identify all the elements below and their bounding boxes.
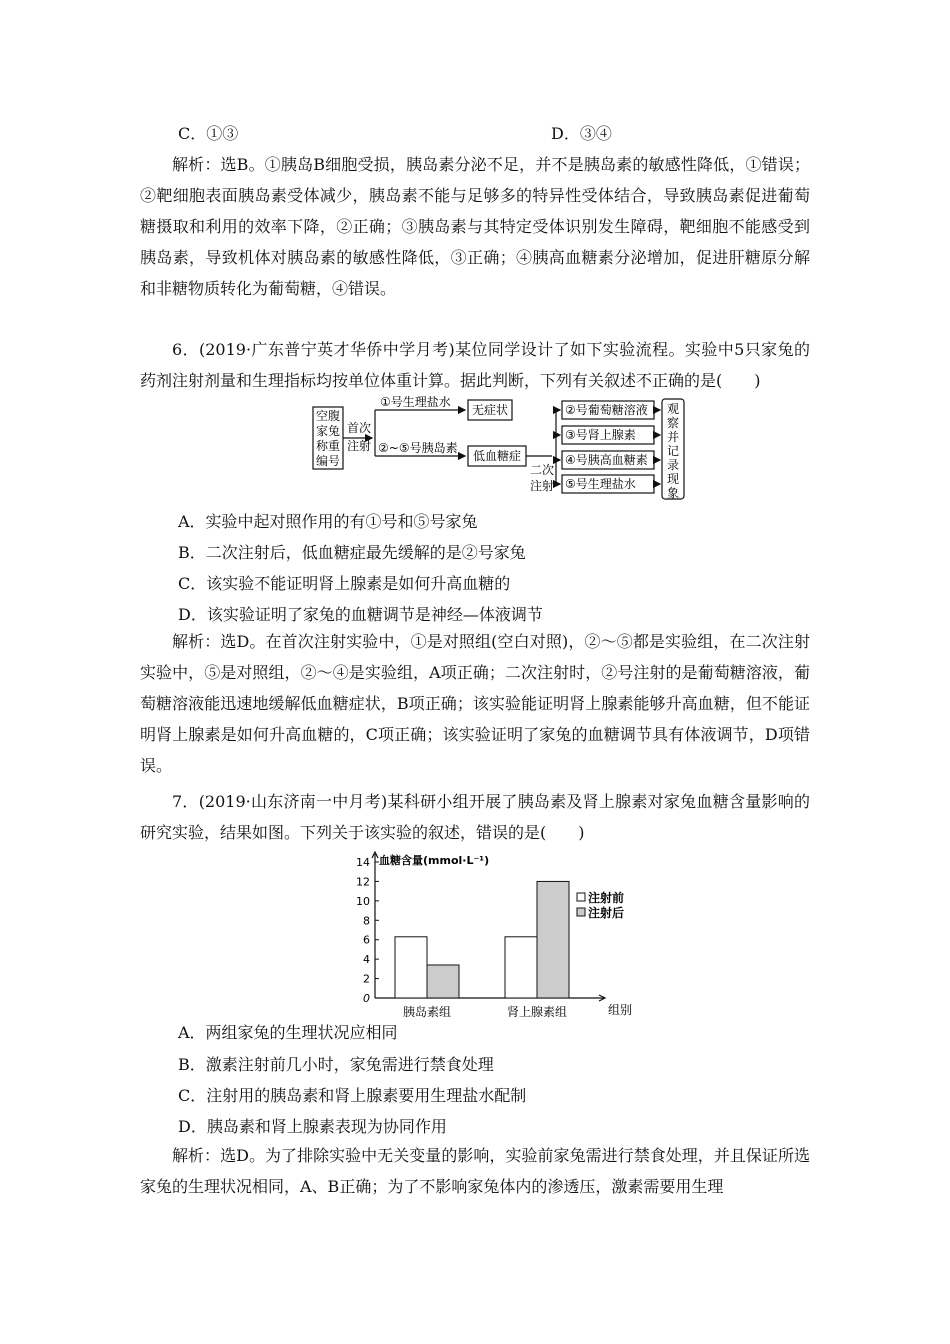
q6-stem: 6．(2019·广东普宁英才华侨中学月考)某位同学设计了如下实验流程。实验中5只家兔的药剂注射剂量和生理指标均按单位体重计算。据此判断，下列有关叙述不正确的是( ) — [140, 340, 810, 390]
diagram-second-injection-1: 二次 — [530, 463, 555, 477]
diagram-start-3: 称重 — [315, 439, 341, 453]
diagram-second-item-1: ②号葡萄糖溶液 — [565, 403, 648, 417]
q6-option-d: D．该实验证明了家兔的血糖调节是神经—体液调节 — [178, 605, 543, 624]
bar-2-2 — [537, 881, 569, 998]
category-label: 肾上腺素组 — [506, 1005, 568, 1019]
q7-option-d: D．胰岛素和肾上腺素表现为协同作用 — [178, 1117, 447, 1136]
diagram-start-4: 编号 — [315, 454, 341, 468]
y-tick-label: 12 — [356, 875, 370, 889]
y-tick-label: 0 — [363, 992, 370, 1005]
q7-option-a: A．两组家兔的生理状况应相同 — [178, 1023, 398, 1042]
x-axis-label: 组别 — [608, 1003, 633, 1017]
q7-option-c: C．注射用的胰岛素和肾上腺素要用生理盐水配制 — [178, 1086, 527, 1105]
diagram-observe-4: 记 — [666, 444, 680, 458]
diagram-observe-5: 录 — [666, 458, 680, 472]
y-tick-label: 4 — [363, 953, 370, 967]
y-axis-label: 血糖含量(mmol·L⁻¹) — [379, 854, 490, 867]
y-tick-label: 6 — [363, 933, 370, 947]
y-tick-label: 14 — [356, 856, 370, 869]
diagram-second-item-2: ③号肾上腺素 — [565, 428, 636, 442]
q6-flow-diagram — [300, 396, 690, 502]
diagram-branch2-result: 低血糖症 — [472, 449, 522, 463]
q5-analysis: 解析：选B。①胰岛B细胞受损，胰岛素分泌不足，并不是胰岛素的敏感性降低，①错误；②靶细胞表面胰岛素受体减少，胰岛素不能与足够多的特异性受体结合，导致胰岛素促进葡萄糖摄取和利用的效率下降，②正确；③胰岛素与其特定受体识别发生障碍，靶细胞不能感受到胰岛素，导致机体对胰岛素的敏感性降低，③正确；④胰高血糖素分泌增加，促进肝糖原分解和非糖物质转化为葡萄糖，④错误。 — [140, 155, 810, 298]
diagram-observe-7: 象 — [666, 486, 680, 500]
q7-option-b: B．激素注射前几小时，家兔需进行禁食处理 — [178, 1055, 494, 1074]
y-tick-label: 8 — [363, 914, 370, 928]
category-label: 胰岛素组 — [402, 1005, 452, 1019]
diagram-observe-1: 观 — [666, 402, 680, 416]
diagram-observe-3: 并 — [666, 430, 680, 444]
diagram-second-item-4: ⑤号生理盐水 — [565, 477, 636, 491]
diagram-observe-2: 察 — [666, 416, 680, 430]
bar-1-2 — [427, 965, 459, 998]
q6-option-a: A．实验中起对照作用的有①号和⑤号家兔 — [178, 512, 478, 531]
legend-label: 注射后 — [588, 906, 625, 920]
q5-option-c: C．①③ — [178, 124, 239, 143]
diagram-first-injection-2: 注射 — [347, 439, 372, 453]
y-tick-label: 2 — [363, 972, 370, 986]
diagram-branch2-label: ②~⑤号胰岛素 — [378, 441, 458, 455]
diagram-branch1-result: 无症状 — [471, 403, 509, 417]
q7-stem: 7．(2019·山东济南一中月考)某科研小组开展了胰岛素及肾上腺素对家兔血糖含量影响的研究实验，结果如图。下列关于该实验的叙述，错误的是( ) — [140, 792, 810, 842]
legend-swatch — [577, 908, 585, 916]
q5-option-d: D．③④ — [551, 124, 612, 143]
diagram-first-injection-1: 首次 — [347, 421, 372, 435]
diagram-observe-6: 现 — [666, 472, 680, 486]
diagram-branch1-label: ①号生理盐水 — [380, 396, 451, 409]
q7-bar-chart — [340, 850, 640, 1022]
q6-option-b: B．二次注射后，低血糖症最先缓解的是②号家兔 — [178, 543, 526, 562]
diagram-start-2: 家兔 — [315, 424, 341, 438]
diagram-start-1: 空腹 — [315, 409, 341, 423]
q6-option-c: C．该实验不能证明肾上腺素是如何升高血糖的 — [178, 574, 511, 593]
legend-label: 注射前 — [588, 891, 625, 905]
diagram-second-injection-2: 注射 — [530, 479, 555, 493]
q7-analysis: 解析：选D。为了排除实验中无关变量的影响，实验前家兔需进行禁食处理，并且保证所选家兔的生理状况相同，A、B正确；为了不影响家兔体内的渗透压，激素需要用生理 — [140, 1146, 810, 1196]
q6-analysis: 解析：选D。在首次注射实验中，①是对照组(空白对照)，②～⑤都是实验组，在二次注射实验中，⑤是对照组，②～④是实验组，A项正确；二次注射时，②号注射的是葡萄糖溶液，葡萄糖溶液能迅速地缓解低血糖症状，B项正确；该实验能证明肾上腺素能够升高血糖，但不能证明肾上腺素是如何升高血糖的，C项正确；该实验证明了家兔的血糖调节具有体液调节，D项错误。 — [140, 632, 810, 775]
legend-swatch — [577, 893, 585, 901]
diagram-second-item-3: ④号胰高血糖素 — [565, 453, 648, 467]
bar-1-1 — [395, 937, 427, 998]
bar-2-1 — [505, 937, 537, 998]
y-tick-label: 10 — [356, 894, 370, 908]
